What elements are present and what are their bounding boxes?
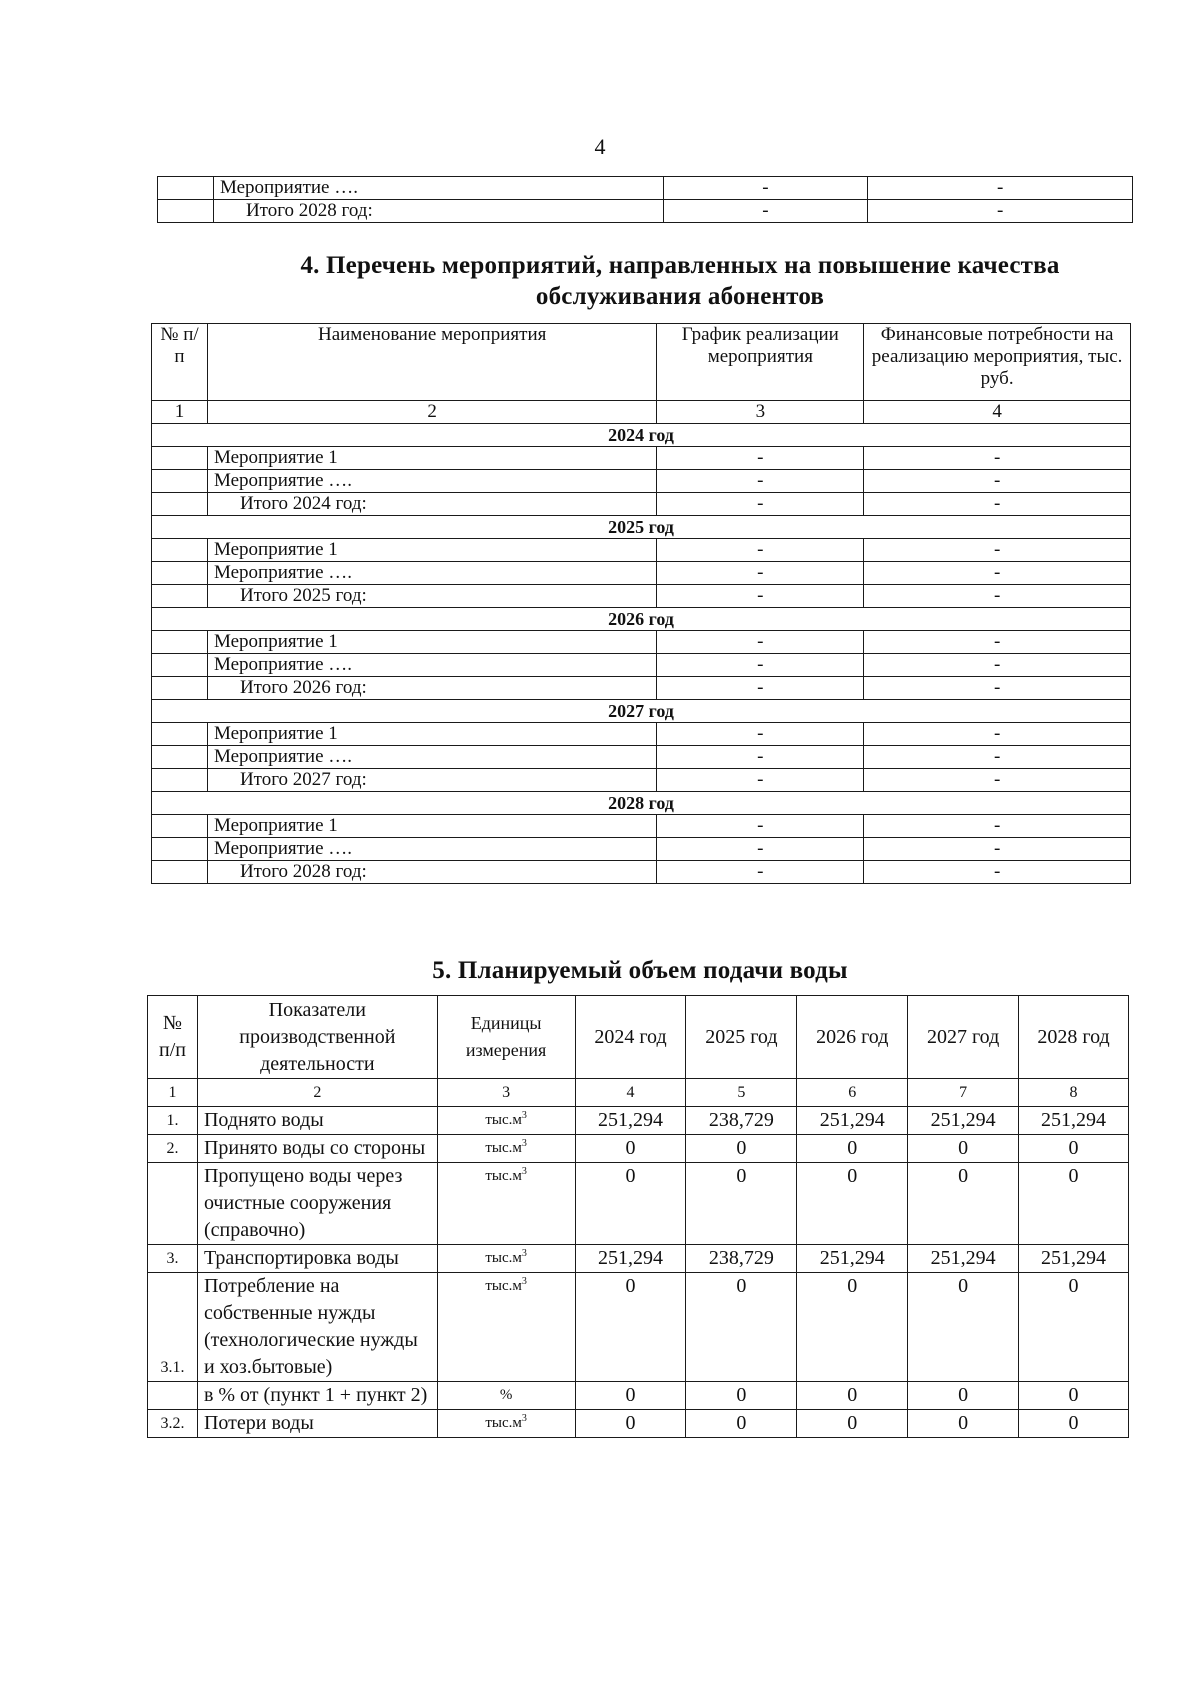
activity-cell: Мероприятие 1 (207, 539, 656, 562)
continuation-table (157, 176, 1133, 223)
row-number: 3. (148, 1245, 198, 1273)
schedule-cell: - (657, 631, 864, 654)
unit-cell (437, 1245, 575, 1273)
table-row (152, 562, 1131, 585)
num-cell (152, 861, 208, 884)
col-number: 5 (686, 1079, 797, 1107)
num-cell (152, 746, 208, 769)
table-row (152, 654, 1131, 677)
finance-cell: - (864, 654, 1131, 677)
finance-cell: - (864, 677, 1131, 700)
unit-exponent: 3 (521, 1413, 527, 1424)
header-year: 2024 год (575, 996, 686, 1079)
value-cell: 0 (686, 1135, 797, 1163)
table-row (152, 746, 1131, 769)
col-number: 7 (908, 1079, 1019, 1107)
col-number: 2 (207, 401, 656, 424)
header-name: Наименование мероприятия (207, 324, 656, 401)
num-cell (152, 769, 208, 792)
schedule-cell: - (663, 200, 868, 223)
schedule-cell: - (657, 723, 864, 746)
value-cell: 251,294 (908, 1107, 1019, 1135)
value-cell: 0 (575, 1382, 686, 1410)
activities-table (151, 323, 1131, 884)
header-year: 2027 год (908, 996, 1019, 1079)
col-number: 4 (864, 401, 1131, 424)
indicator-name: Принято воды со стороны (197, 1135, 437, 1163)
value-cell: 0 (686, 1163, 797, 1245)
value-cell: 251,294 (797, 1245, 908, 1273)
value-cell: 0 (1019, 1273, 1129, 1382)
year-label: 2024 год (152, 424, 1131, 447)
activities-body (152, 424, 1131, 884)
activity-cell: Мероприятие …. (207, 654, 656, 677)
header-num: № п/п (152, 324, 208, 401)
activity-cell: Мероприятие …. (207, 838, 656, 861)
column-number-row (148, 1079, 1129, 1107)
col-number: 3 (657, 401, 864, 424)
value-cell: 251,294 (1019, 1107, 1129, 1135)
schedule-cell: - (657, 447, 864, 470)
table-header-row (152, 324, 1131, 401)
table-row (152, 838, 1131, 861)
finance-cell: - (868, 177, 1133, 200)
col-number: 2 (197, 1079, 437, 1107)
table-row (148, 1410, 1129, 1438)
activity-cell: Мероприятие …. (213, 177, 663, 200)
finance-cell: - (864, 723, 1131, 746)
value-cell: 0 (575, 1273, 686, 1382)
unit-exponent: 3 (521, 1166, 527, 1177)
num-cell (152, 723, 208, 746)
header-unit: Единицы измерения (437, 996, 575, 1079)
unit-cell (437, 1107, 575, 1135)
unit-cell (437, 1382, 575, 1410)
num-cell (152, 470, 208, 493)
section-4-title-line2: обслуживания абонентов (535, 283, 825, 310)
value-cell: 238,729 (686, 1107, 797, 1135)
indicator-name: Потери воды (197, 1410, 437, 1438)
table-row (148, 1245, 1129, 1273)
table-row (148, 1382, 1129, 1410)
value-cell: 251,294 (575, 1107, 686, 1135)
year-row (152, 700, 1131, 723)
year-label: 2027 год (152, 700, 1131, 723)
num-cell (152, 493, 208, 516)
value-cell: 0 (1019, 1135, 1129, 1163)
table-row (152, 470, 1131, 493)
indicator-name: Транспортировка воды (197, 1245, 437, 1273)
num-cell (152, 815, 208, 838)
value-cell: 238,729 (686, 1245, 797, 1273)
finance-cell: - (864, 585, 1131, 608)
value-cell: 0 (797, 1273, 908, 1382)
value-cell: 251,294 (575, 1245, 686, 1273)
header-finance: Финансовые потребности на реализацию мероприятия, тыс. руб. (864, 324, 1131, 401)
header-year: 2025 год (686, 996, 797, 1079)
table-row (148, 1135, 1129, 1163)
unit-text: тыс.м (485, 1112, 522, 1128)
table-row (152, 631, 1131, 654)
unit-text: тыс.м (485, 1415, 522, 1431)
unit-text: тыс.м (485, 1250, 522, 1266)
num-cell (152, 562, 208, 585)
indicator-name: Поднято воды (197, 1107, 437, 1135)
num-cell (152, 631, 208, 654)
unit-text: тыс.м (485, 1140, 522, 1156)
value-cell: 251,294 (1019, 1245, 1129, 1273)
num-cell (152, 539, 208, 562)
value-cell: 0 (575, 1135, 686, 1163)
value-cell: 0 (686, 1382, 797, 1410)
water-supply-body (148, 1107, 1129, 1438)
year-row (152, 424, 1131, 447)
activity-cell: Мероприятие 1 (207, 631, 656, 654)
table-row (152, 769, 1131, 792)
num-cell (158, 177, 214, 200)
header-indicator: Показатели производственной деятельности (197, 996, 437, 1079)
total-cell: Итого 2026 год: (207, 677, 656, 700)
schedule-cell: - (657, 861, 864, 884)
unit-exponent: 3 (521, 1276, 527, 1287)
unit-cell (437, 1163, 575, 1245)
schedule-cell: - (657, 539, 864, 562)
value-cell: 0 (797, 1410, 908, 1438)
unit-exponent: 3 (521, 1110, 527, 1121)
col-number: 8 (1019, 1079, 1129, 1107)
schedule-cell: - (657, 585, 864, 608)
table-row (148, 1107, 1129, 1135)
value-cell: 0 (686, 1273, 797, 1382)
unit-text: % (499, 1387, 513, 1403)
value-cell: 0 (797, 1382, 908, 1410)
indicator-name: Потребление на собственные нужды (технологические нужды и хоз.бытовые) (197, 1273, 437, 1382)
col-number: 6 (797, 1079, 908, 1107)
activity-cell: Мероприятие …. (207, 746, 656, 769)
year-label: 2026 год (152, 608, 1131, 631)
value-cell: 0 (575, 1410, 686, 1438)
table-row (152, 585, 1131, 608)
num-cell (158, 200, 214, 223)
schedule-cell: - (657, 493, 864, 516)
row-number: 2. (148, 1135, 198, 1163)
num-cell (152, 654, 208, 677)
year-row (152, 608, 1131, 631)
value-cell: 0 (1019, 1163, 1129, 1245)
row-number: 3.2. (148, 1410, 198, 1438)
table-row (152, 539, 1131, 562)
table-row (148, 1273, 1129, 1382)
value-cell: 0 (908, 1382, 1019, 1410)
num-cell (152, 585, 208, 608)
section-4-title-line1: 4. Перечень мероприятий, направленных на повышение качества (300, 252, 1060, 279)
column-number-row (152, 401, 1131, 424)
finance-cell: - (864, 447, 1131, 470)
value-cell: 0 (908, 1135, 1019, 1163)
finance-cell: - (864, 562, 1131, 585)
value-cell: 251,294 (797, 1107, 908, 1135)
header-num: № п/п (148, 996, 198, 1079)
table-row (152, 677, 1131, 700)
value-cell: 0 (797, 1135, 908, 1163)
finance-cell: - (864, 861, 1131, 884)
value-cell: 0 (686, 1410, 797, 1438)
year-row (152, 792, 1131, 815)
table-row (158, 200, 1133, 223)
section-5-title: 5. Планируемый объем подачи воды (432, 957, 848, 984)
unit-cell (437, 1273, 575, 1382)
schedule-cell: - (657, 769, 864, 792)
total-cell: Итого 2027 год: (207, 769, 656, 792)
finance-cell: - (864, 746, 1131, 769)
finance-cell: - (864, 631, 1131, 654)
value-cell: 0 (1019, 1382, 1129, 1410)
year-label: 2028 год (152, 792, 1131, 815)
table-row (152, 723, 1131, 746)
value-cell: 0 (1019, 1410, 1129, 1438)
unit-text: тыс.м (485, 1278, 522, 1294)
year-label: 2025 год (152, 516, 1131, 539)
schedule-cell: - (663, 177, 868, 200)
table-row (152, 861, 1131, 884)
schedule-cell: - (657, 562, 864, 585)
value-cell: 0 (797, 1163, 908, 1245)
activity-cell: Мероприятие 1 (207, 723, 656, 746)
table-row (148, 1163, 1129, 1245)
finance-cell: - (864, 815, 1131, 838)
row-number: 1. (148, 1107, 198, 1135)
indicator-name: в % от (пункт 1 + пункт 2) (197, 1382, 437, 1410)
col-number: 1 (148, 1079, 198, 1107)
num-cell (152, 677, 208, 700)
header-schedule: График реализации мероприятия (657, 324, 864, 401)
row-number (148, 1382, 198, 1410)
col-number: 1 (152, 401, 208, 424)
finance-cell: - (864, 539, 1131, 562)
activity-cell: Мероприятие 1 (207, 815, 656, 838)
unit-exponent: 3 (521, 1248, 527, 1259)
value-cell: 0 (575, 1163, 686, 1245)
table-row (152, 493, 1131, 516)
num-cell (152, 838, 208, 861)
col-number: 4 (575, 1079, 686, 1107)
row-number (148, 1163, 198, 1245)
schedule-cell: - (657, 677, 864, 700)
value-cell: 0 (908, 1163, 1019, 1245)
value-cell: 251,294 (908, 1245, 1019, 1273)
section-4-title (240, 250, 1120, 312)
col-number: 3 (437, 1079, 575, 1107)
table-row (152, 815, 1131, 838)
table-row (158, 177, 1133, 200)
schedule-cell: - (657, 838, 864, 861)
indicator-name: Пропущено воды через очистные сооружения (справочно) (197, 1163, 437, 1245)
total-cell: Итого 2028 год: (213, 200, 663, 223)
unit-cell (437, 1135, 575, 1163)
value-cell: 0 (908, 1273, 1019, 1382)
total-cell: Итого 2025 год: (207, 585, 656, 608)
value-cell: 0 (908, 1410, 1019, 1438)
schedule-cell: - (657, 470, 864, 493)
unit-exponent: 3 (521, 1138, 527, 1149)
year-row (152, 516, 1131, 539)
activity-cell: Мероприятие …. (207, 470, 656, 493)
num-cell (152, 447, 208, 470)
finance-cell: - (864, 470, 1131, 493)
table-header-row (148, 996, 1129, 1079)
schedule-cell: - (657, 815, 864, 838)
total-cell: Итого 2028 год: (207, 861, 656, 884)
page-number: 4 (594, 134, 606, 159)
finance-cell: - (864, 769, 1131, 792)
schedule-cell: - (657, 746, 864, 769)
schedule-cell: - (657, 654, 864, 677)
header-year: 2028 год (1019, 996, 1129, 1079)
unit-text: тыс.м (485, 1168, 522, 1184)
header-year: 2026 год (797, 996, 908, 1079)
table-row (152, 447, 1131, 470)
unit-cell (437, 1410, 575, 1438)
finance-cell: - (864, 493, 1131, 516)
activity-cell: Мероприятие 1 (207, 447, 656, 470)
activity-cell: Мероприятие …. (207, 562, 656, 585)
water-supply-table (147, 995, 1129, 1438)
finance-cell: - (868, 200, 1133, 223)
row-number: 3.1. (148, 1273, 198, 1382)
finance-cell: - (864, 838, 1131, 861)
total-cell: Итого 2024 год: (207, 493, 656, 516)
